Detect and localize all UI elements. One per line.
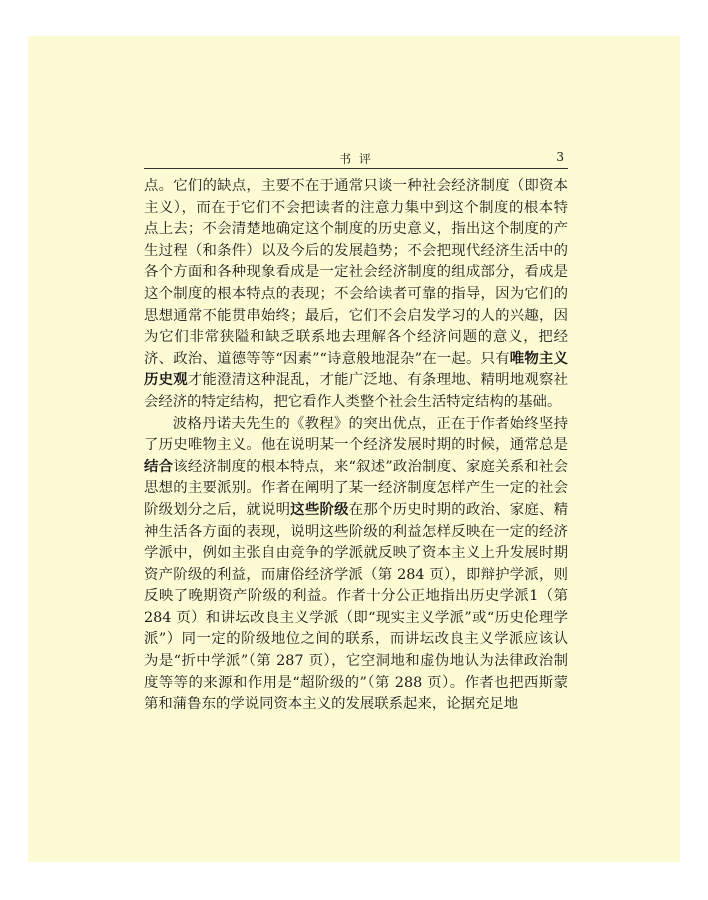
emphasis-text: 这些阶级 (290, 501, 349, 518)
emphasis-text: 唯物主义历史观 (144, 350, 568, 389)
page-header (144, 148, 568, 169)
text-segment: 在那个历史时期的政治、家庭、精神生活各方面的表现，说明这些阶级的利益怎样反映在一定的经济学派中，例如主张自由竞争的学派就反映了资本主义上升发展时期资产阶级的利益，而庸俗经济学派（第 284 页），即辩护学派，则反映了晚期资产阶级的利益。作者十分公正地指出历史学派1（第 284 页）和讲坛改良主义学派（即“现实主义学派”或“历史伦理学派”）同一定的阶级地位之间的联系，而讲坛改良主义学派应该认为是“折中学派”（第 287 页），它空洞地和虚伪地认为法律政治制度等等的来源和作用是“超阶级的”（第 288 页）。作者也把西斯蒙第和蒲鲁东的学说同资本主义的发展联系起来，论据充足地 (144, 501, 568, 713)
page-number: 3 (556, 150, 564, 164)
running-title: 书 评 (339, 152, 373, 166)
text-segment: 该经济制度的根本特点，来“叙述”政治制度、家庭关系和社会思想的主要派别。作者在阐明了某一经济制度怎样产生一定的社会阶级划分之后，就说明 (144, 458, 568, 518)
paragraph-1 (144, 176, 568, 414)
text-segment: 点。它们的缺点，主要不在于通常只谈一种社会经济制度（即资本主义），而在于它们不会把读者的注意力集中到这个制度的根本特点上去；不会清楚地确定这个制度的历史意义，指出这个制度的产生过程（和条件）以及今后的发展趋势；不会把现代经济生活中的各个方面和各种现象看成是一定社会经济制度的组成部分，看成是这个制度的根本特点的表现；不会给读者可靠的指导，因为它们的思想通常不能贯串始终；最后，它们不会启发学习的人的兴趣，因为它们非常狭隘和缺乏联系地去理解各个经济问题的意义，把经济、政治、道德等等“因素”“诗意般地混杂”在一起。只有 (144, 178, 568, 367)
paragraph-2 (144, 414, 568, 716)
body-text (144, 176, 568, 716)
text-segment: 才能澄清这种混乱，才能广泛地、有条理地、精明地观察社会经济的特定结构，把它看作人类整个社会生活特定结构的基础。 (144, 372, 568, 410)
emphasis-text: 结合 (144, 458, 174, 475)
text-segment: 波格丹诺夫先生的《教程》的突出优点，正在于作者始终坚持了历史唯物主义。他在说明某一个经济发展时期的时候，通常总是 (144, 415, 568, 454)
